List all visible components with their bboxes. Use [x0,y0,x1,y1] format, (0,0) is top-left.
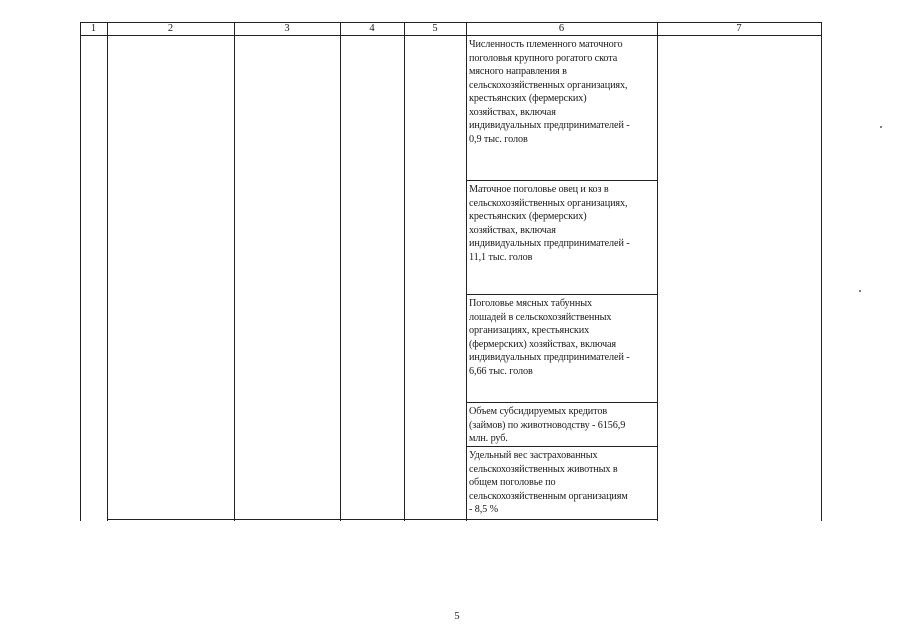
header-col-2: 2 [167,23,174,34]
indicator-sheep-goats-stock: Маточное поголовье овец и коз в сельскохозяйственных организациях, крестьянских (фермерских) хозяйствах, включая индивидуальных предпринимателей - 11,1 тыс. голов [469,184,630,263]
indicator-herd-horses-stock: Поголовье мясных табунных лошадей в сельскохозяйственных организациях, крестьянских (фермерских) хозяйствах, включая индивидуальных предпринимателей - 6,66 тыс. голов [469,298,630,377]
indicator-insured-livestock-share: Удельный вес застрахованных сельскохозяйственных животных в общем поголовье по сельскохозяйственным организациям - 8,5 % [469,450,628,515]
indicator-subsidized-credits: Объем субсидируемых кредитов (займов) по животноводству - 6156,9 млн. руб. [469,406,626,444]
column-border [234,22,235,521]
header-col-6: 6 [558,23,565,34]
page-number: 5 [454,611,460,622]
scan-speck [859,290,861,292]
cell-separator [466,446,658,447]
header-col-7: 7 [736,23,742,34]
column-border [107,22,108,521]
cell-separator [466,180,658,181]
column-border [340,22,341,521]
indicator-cattle-breeding-stock: Численность племенного маточного поголовья крупного рогатого скота мясного направления в сельскохозяйственных организациях, крестьянских (фермерских) хозяйствах, включая индивидуальных предпринимателей - 0,9 тыс. голов [469,39,630,145]
cell-separator [466,402,658,403]
column-border [821,22,822,521]
cell-separator [466,519,658,520]
header-col-1: 1 [90,23,97,34]
column-border [404,22,405,521]
header-col-4: 4 [369,23,375,34]
cell-separator [466,294,658,295]
header-col-5: 5 [432,23,438,34]
column-border [80,22,81,521]
header-bottom-border [80,35,822,36]
header-col-3: 3 [284,23,290,34]
scan-speck [880,126,882,128]
